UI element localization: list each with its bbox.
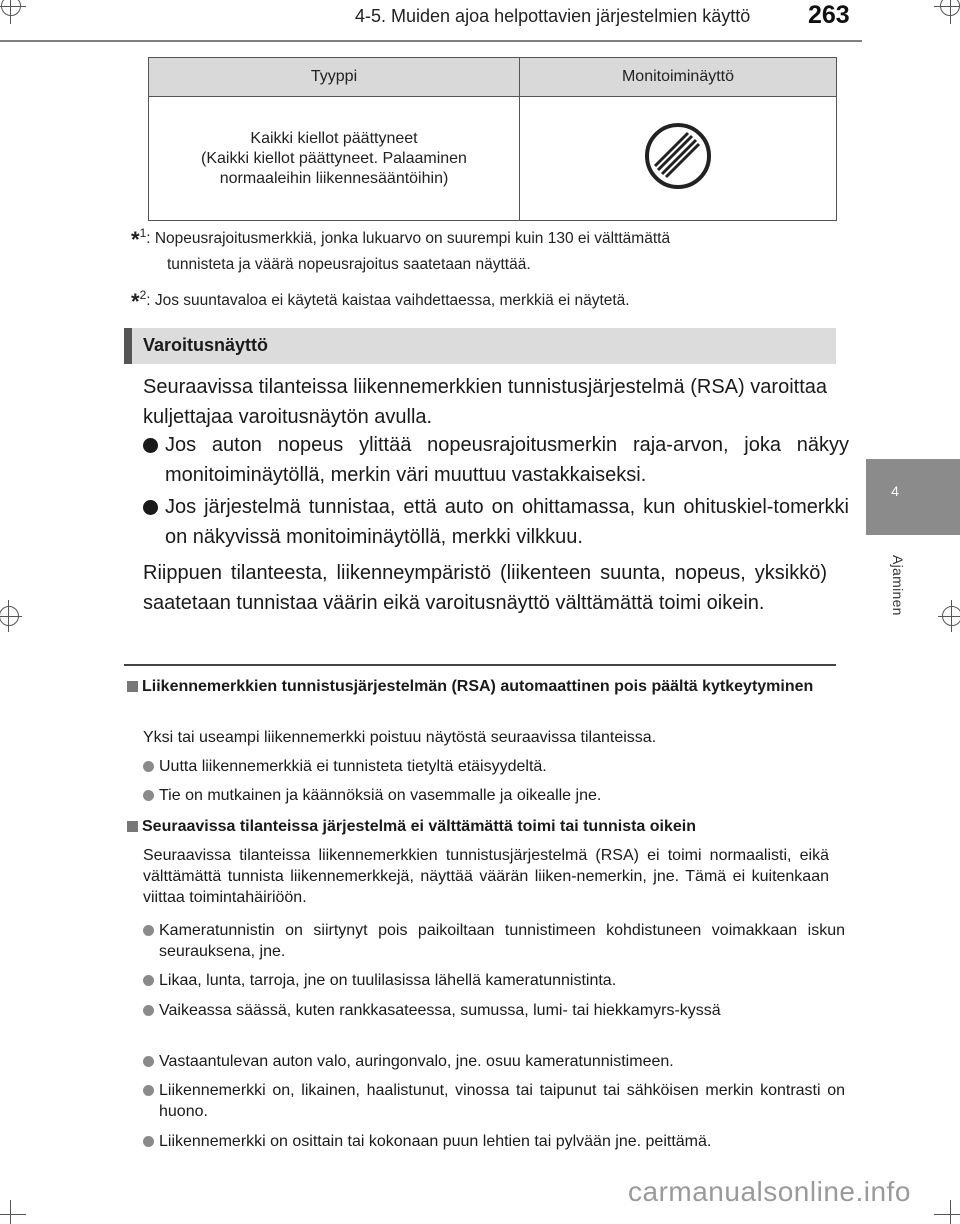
crop-mark xyxy=(10,1200,11,1224)
section-title: 4-5. Muiden ajoa helpottavien järjestelmien käyttö xyxy=(355,6,751,26)
chapter-label: Ajaminen xyxy=(890,555,906,616)
square-bullet-icon xyxy=(127,821,138,832)
list-item xyxy=(143,970,845,991)
crop-mark xyxy=(940,0,960,16)
list-item xyxy=(143,785,845,806)
info-heading-text: Seuraavissa tilanteissa järjestelmä ei välttämättä toimi tai tunnista oikein xyxy=(142,818,696,835)
info-text: Yksi tai useampi liikennemerkki poistuu näytöstä seuraavissa tilanteissa. xyxy=(143,729,657,746)
table-header-row xyxy=(149,58,837,97)
bullet-icon xyxy=(143,975,154,986)
square-bullet-icon xyxy=(127,681,138,692)
sign-table xyxy=(148,57,837,221)
list-item-text: Liikennemerkki on osittain tai kokonaan puun lehtien tai pylvään jne. peittämä. xyxy=(159,1133,712,1150)
crop-mark xyxy=(0,1214,26,1215)
crop-mark xyxy=(0,606,19,626)
info-heading xyxy=(124,816,854,837)
footnote-text: : Nopeusrajoitusmerkkiä, jonka lukuarvo on suurempi kuin 130 ei välttämättä xyxy=(146,230,671,247)
list-item xyxy=(143,1080,845,1122)
bullet-icon xyxy=(143,438,158,453)
crop-mark xyxy=(934,1214,960,1215)
list-item xyxy=(143,492,849,552)
list-item xyxy=(143,1051,845,1072)
list-item-text: Jos järjestelmä tunnistaa, että auto on ohittamassa, kun ohituskiel-tomerkki on näkyvissä monitoiminäytöllä, merkki vilkkuu. xyxy=(165,496,849,548)
list-item xyxy=(143,756,845,777)
bullet-icon xyxy=(143,1005,154,1016)
crop-mark xyxy=(1,0,21,16)
info-text: Seuraavissa tilanteissa liikennemerkkien tunnistusjärjestelmä (RSA) ei toimi normaalisti, eikä välttämättä tunnista liikennemerkkejä, näyttää väärän liiken-nemerkin, jne. Tämä ei kuitenkaan viittaa toimintahäiriöön. xyxy=(143,847,829,906)
end-of-all-restrictions-sign-icon xyxy=(642,120,714,192)
warning-intro: Seuraavissa tilanteissa liikennemerkkien tunnistusjärjestelmä (RSA) varoittaa kuljettajaa varoitusnäytön avulla. xyxy=(143,376,827,428)
type-line: Kaikki kiellot päättyneet xyxy=(250,129,418,147)
section-divider xyxy=(124,664,836,666)
bullet-icon xyxy=(143,500,158,515)
warning-outro: Riippuen tilanteesta, liikenneympäristö (liikenteen suunta, nopeus, yksikkö) saatetaan tunnistaa väärin eikä varoitusnäyttö välttämättä toimi oikein. xyxy=(143,562,827,614)
footnote-marker: * xyxy=(131,289,140,314)
page-number: 263 xyxy=(808,1,850,29)
footnote-text-cont: tunnisteta ja väärä nopeusrajoitus saatetaan näyttää. xyxy=(167,256,531,273)
list-item-text: Kameratunnistin on siirtynyt pois paikoiltaan tunnistimeen kohdistuneen voimakkaan iskun seurauksena, jne. xyxy=(159,922,845,960)
header-divider xyxy=(0,40,862,42)
list-item-text: Liikennemerkki on, likainen, haalistunut, vinossa tai taipunut tai sähköisen merkin kontrasti on huono. xyxy=(159,1082,845,1120)
list-item-text: Uutta liikennemerkkiä ei tunnisteta tietyltä etäisyydeltä. xyxy=(159,758,547,775)
footnote-marker: * xyxy=(131,227,140,252)
type-line: (Kaikki kiellot päättyneet. Palaaminen xyxy=(201,149,467,167)
list-item-text: Tie on mutkainen ja käännöksiä on vasemmalle ja oikealle jne. xyxy=(159,787,602,804)
bullet-icon xyxy=(143,1056,154,1067)
footnote-number: 2 xyxy=(139,288,147,302)
list-item-text: Vaikeassa säässä, kuten rankkasateessa, sumussa, lumi- tai hiekkamyrs-kyssä xyxy=(159,1002,721,1019)
list-item xyxy=(143,920,845,962)
chapter-number: 4 xyxy=(891,483,899,499)
list-item-text: Vastaantulevan auton valo, auringonvalo, jne. osuu kameratunnistimeen. xyxy=(159,1053,674,1070)
watermark: carmanualsonline.info xyxy=(628,1176,911,1207)
list-item xyxy=(143,430,849,490)
crop-mark xyxy=(942,606,960,626)
table-header-type: Tyyppi xyxy=(149,58,520,97)
list-item-text: Jos auton nopeus ylittää nopeusrajoitusmerkin raja-arvon, joka näkyy monitoiminäytöllä, merkin väri muuttuu vastakkaiseksi. xyxy=(165,434,849,486)
table-row xyxy=(149,97,837,221)
footnote-number: 1 xyxy=(139,226,147,240)
info-heading xyxy=(124,676,854,697)
bullet-icon xyxy=(143,790,154,801)
footnote-text: : Jos suuntavaloa ei käytetä kaistaa vaihdettaessa, merkkiä ei näytetä. xyxy=(146,292,630,309)
footnote xyxy=(131,285,836,314)
list-item-text: Likaa, lunta, tarroja, jne on tuulilasissa lähellä kameratunnistinta. xyxy=(159,972,617,989)
info-heading-text: Liikennemerkkien tunnistusjärjestelmän (RSA) automaattinen pois päältä kytkeytyminen xyxy=(142,678,814,695)
list-item xyxy=(143,1131,845,1152)
section-heading-bar xyxy=(124,328,132,364)
bullet-icon xyxy=(143,1085,154,1096)
type-line: normaaleihin liikennesääntöihin) xyxy=(219,169,449,187)
footnote xyxy=(131,223,836,277)
type-cell xyxy=(149,97,520,221)
display-cell xyxy=(520,97,837,221)
table-header-display: Monitoiminäyttö xyxy=(520,58,837,97)
section-heading: Varoitusnäyttö xyxy=(143,335,269,355)
bullet-icon xyxy=(143,1136,154,1147)
bullet-icon xyxy=(143,761,154,772)
crop-mark xyxy=(950,1200,951,1224)
list-item xyxy=(143,1000,845,1021)
bullet-icon xyxy=(143,925,154,936)
